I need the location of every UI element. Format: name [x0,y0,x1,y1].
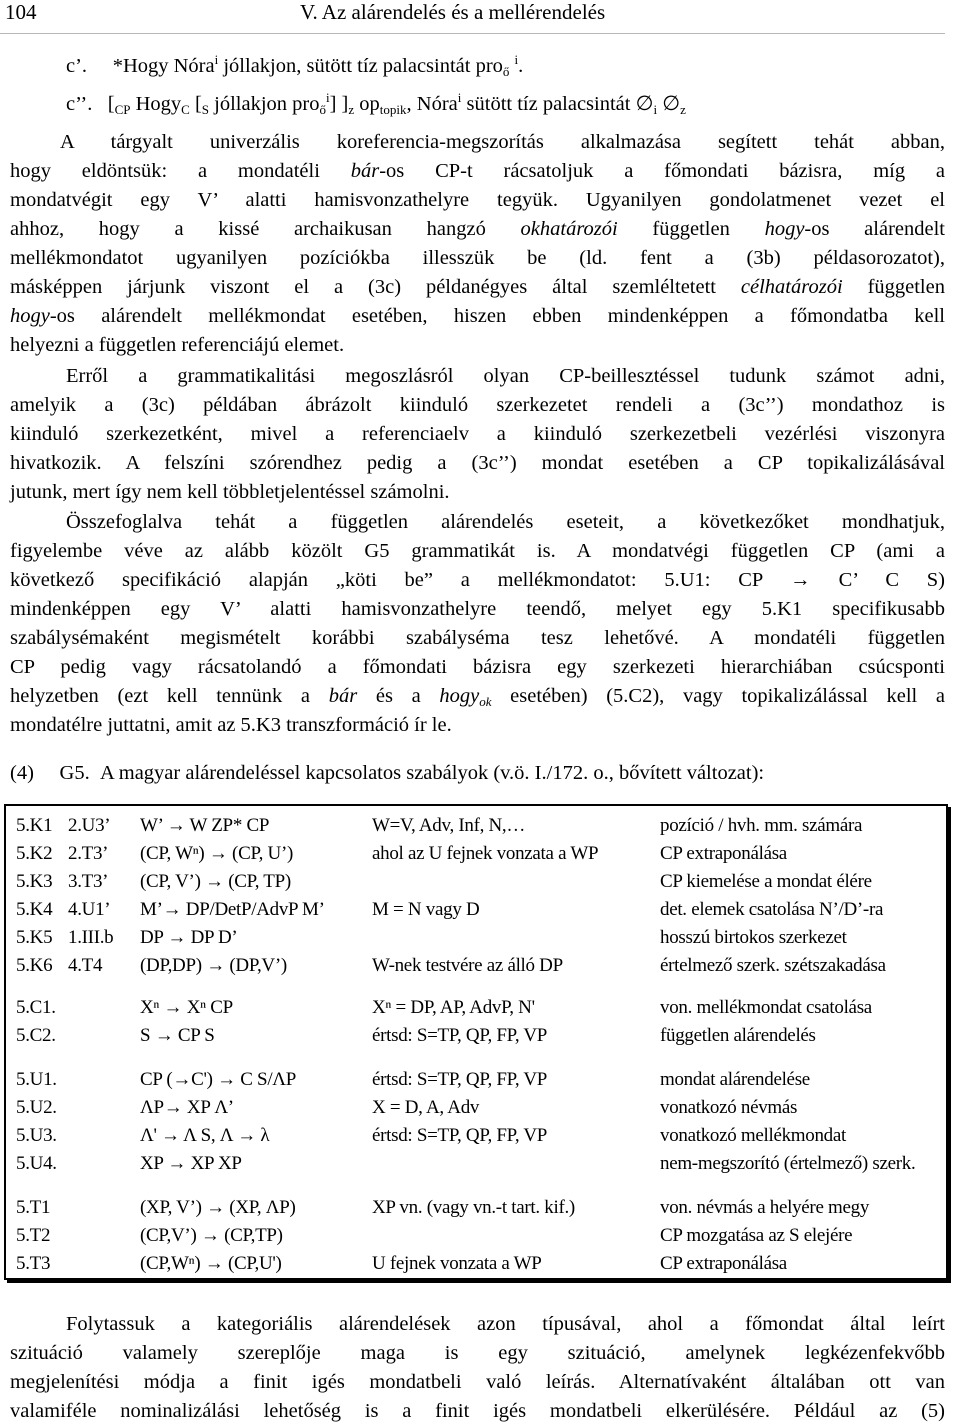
rule-desc: független alárendelés [660,1025,816,1046]
rule-cond: XP vn. (vagy vn.-t tart. kif.) [372,1197,575,1218]
rule-cond: értsd: S=TP, QP, FP, VP [372,1025,548,1046]
rule-id: 5.T2 [16,1225,51,1246]
rule-desc: von. mellékmondat csatolása [660,997,872,1018]
rule-cond: U fejnek vonzata a WP [372,1253,542,1274]
rule-cond: ahol az U fejnek vonzata a WP [372,843,599,864]
rule-id: 5.C2. [16,1025,56,1046]
example-4-heading [10,759,945,787]
p1-line-7: hogy-os alárendelt mellékmondat esetében, hiszen ebben mindenképpen a főmondatba kell [10,305,945,327]
chapter-title: V. Az alárendelés és a mellérendelés [300,0,606,24]
example-c1-text: *Hogy Nóra$^i$ jóllakjon, sütött tíz palacsintát pro$_ő$ $^i$. [112,52,524,79]
rule-cond: értsd: S=TP, QP, FP, VP [372,1125,548,1146]
rule-cond: M = N vagy D [372,899,480,920]
rule-desc: det. elemek csatolása N’/D’-ra [660,899,884,920]
rule-id: 5.T1 [16,1197,51,1218]
rule-rule: DP → DP D’ [140,927,238,948]
rule-desc: CP extraponálása [660,1253,787,1274]
p1-line-4: ahhoz, hogy a kissé archaikusan hangzó okhatározói független hogy-os alárendelt [10,218,945,240]
rule-rule: (CP,V’) → (CP,TP) [140,1225,283,1246]
rule-cond: W-nek testvére az álló DP [372,955,563,976]
p2-line-4: hivatkozik. A felszíni szórendhez pedig a (3c’’) mondat esetében a CP topikalizálásával [10,452,945,474]
rule-cond: Xⁿ = DP, AP, AdvP, N' [372,997,535,1018]
p1-line-8: helyezni a független referenciájú elemet. [10,334,345,356]
rule-desc: von. névmás a helyére megy [660,1197,870,1218]
p4-line-1: Folytassuk a kategoriális alárendelések azon típusával, ahol a főmondat által leírt [66,1313,945,1335]
page-number: 104 [5,0,37,24]
example-c1: c’. *Hogy Nóra$^i$ jóllakjon, sütött tíz palacsintát pro$_ő$ $^i$. [66,52,524,79]
example-4-number: (4) [10,762,34,784]
rule-rule: M’→ DP/DetP/AdvP M’ [140,899,325,920]
rule-rule: CP (→C') → C S/ΛP [140,1069,297,1090]
rule-id: 5.K2 [16,843,53,864]
rule-rule: Λ' → Λ S, Λ → λ [140,1125,270,1146]
rule-ref: 2.U3’ [68,815,111,836]
p1-line-1: A tárgyalt univerzális koreferencia-megszorítás alkalmazása segített tehát abban, [60,131,945,153]
rule-desc: vonatkozó névmás [660,1097,798,1118]
example-4-title: A magyar alárendeléssel kapcsolatos szabályok (v.ö. I./172. o., bővített változat): [99,762,765,784]
header-rule [0,33,945,34]
rule-id: 5.U1. [16,1069,57,1090]
rule-id: 5.U3. [16,1125,57,1146]
p3-line-1: Összefoglalva tehát a független alárendelés eseteit, a következőket mondhatjuk, [66,511,945,533]
rule-cond: értsd: S=TP, QP, FP, VP [372,1069,548,1090]
rule-cond: W=V, Adv, Inf, N,… [372,815,526,836]
p2-line-3: kiinduló szerkezetként, mivel a referenciaelv a kiinduló szerkezetbeli vezérlési viszonyra [10,423,945,445]
p1-line-6: másképpen járjunk viszont el a (3c) példanégyes által szemléltetett célhatározói független [10,276,945,298]
rule-desc: pozíció / hvh. mm. számára [660,815,863,836]
p4-line-3: megjelenítési módja a finit igés mondatbeli való leírás. Alternatívaként általában ott van [10,1371,945,1393]
rule-desc: nem-megszorító (értelmező) szerk. [660,1153,916,1174]
p3-line-7: helyzetben (ezt kell tennünk a bár és a hogy$_{ok}$ esetében) (5.C2), vagy topikalizálással kell a [10,685,945,709]
rule-desc: értelmező szerk. szétszakadása [660,955,886,976]
rule-ref: 4.U1’ [68,899,111,920]
rule-id: 5.K5 [16,927,53,948]
p3-line-2: figyelembe véve az alább közölt G5 grammatikát is. A mondatvégi független CP (ami a [10,540,945,562]
rules-table [4,804,948,1280]
rule-ref: 1.III.b [68,927,114,948]
rule-rule: ΛP→ XP Λ’ [140,1097,234,1118]
rule-id: 5.T3 [16,1253,51,1274]
example-4-label: G5. [59,762,90,784]
rule-rule: (CP,Wⁿ) → (CP,U') [140,1253,282,1274]
rule-id: 5.U4. [16,1153,57,1174]
rule-rule: Xⁿ → Xⁿ CP [140,997,233,1018]
p2-line-2: amelyik a (3c) példában ábrázolt kiinduló szerkezetet rendeli a (3c’’) mondathoz is [10,394,945,416]
p3-line-4: mindenképpen egy V’ alatti hamisvonzathelyre teendő, melyet egy 5.K1 specifikusabb [10,598,945,620]
rule-rule: (XP, V’) → (XP, ΛP) [140,1197,296,1218]
rule-desc: CP kiemelése a mondat élére [660,871,872,892]
rule-rule: XP → XP XP [140,1153,242,1174]
rule-desc: vonatkozó mellékmondat [660,1125,846,1146]
page-header [0,0,960,30]
rule-ref: 4.T4 [68,955,103,976]
p3-line-8: mondatélre juttatni, amit az 5.K3 transzformáció ír le. [10,714,452,736]
rule-rule: W’ → W ZP* CP [140,815,270,836]
p2-line-1: Erről a grammatikalitási megoszlásról olyan CP-beillesztéssel tudunk számot adni, [66,365,945,387]
rule-desc: mondat alárendelése [660,1069,810,1090]
rule-rule: (CP, Wⁿ) → (CP, U’) [140,843,293,864]
p3-line-3: következő specifikáció alapján „köti be” a mellékmondatot: 5.U1: CP → C’ C S) [10,569,945,591]
p1-line-3: mondatvégit egy V’ alatti hamisvonzathelyre tegyük. Ugyanilyen gondolatmenet vezet el [10,189,945,211]
example-c2: c’’. [$_{CP}$ Hogy$_C$ [$_S$ jóllakjon pro$_ő^i$] ]$_z$ $op_{topik}$, Nóra$^i$ sütött tíz palacsintát $\emptyset_i$ $\emptyset_z$ [66,90,686,117]
p3-line-5: szabálysémaként megismételt korábbi szabályséma tesz lehetővé. A mondatéli független [10,627,945,649]
rule-ref: 3.T3’ [68,871,109,892]
p1-line-2: hogy eldöntsük: a mondatéli bár-os CP-t rácsatoljuk a főmondati bázisra, míg a [10,160,945,182]
p1-line-5: mellékmondatot ugyanilyen pozíciókba illesszük be (ld. fent a (3b) példasorozatot), [10,247,945,269]
rule-id: 5.K1 [16,815,53,836]
rule-rule: (CP, V’) → (CP, TP) [140,871,291,892]
p3-line-6: CP pedig vagy rácsatolandó a főmondati bázisra egy szerkezeti hierarchiában csúcsponti [10,656,945,678]
rule-cond: X = D, A, Adv [372,1097,480,1118]
rule-id: 5.K6 [16,955,53,976]
rule-rule: S → CP S [140,1025,215,1046]
rule-desc: hosszú birtokos szerkezet [660,927,847,948]
rule-id: 5.U2. [16,1097,57,1118]
rule-id: 5.K4 [16,899,53,920]
p2-line-5: jutunk, mert így nem kell többletjelentéssel számolni. [10,481,450,503]
rule-desc: CP extraponálása [660,843,787,864]
rule-id: 5.K3 [16,871,53,892]
p4-line-2: szituáció valamely szereplője maga is egy szituáció, amelynek legkézenfekvőbb [10,1342,945,1364]
rule-rule: (DP,DP) → (DP,V’) [140,955,287,976]
rule-desc: CP mozgatása az S elejére [660,1225,853,1246]
rule-id: 5.C1. [16,997,56,1018]
p4-line-4: valamiféle nominalizálási lehetőség is a finit igés mondatbeli elkerülésére. Például az (5) [10,1400,945,1422]
rule-ref: 2.T3’ [68,843,109,864]
